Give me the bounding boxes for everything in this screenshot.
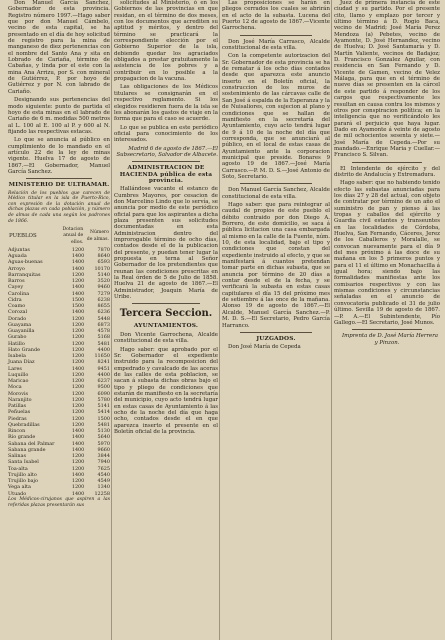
population-cell: 5481	[97, 340, 110, 347]
town-cell: Trujillo bajo	[8, 478, 38, 485]
population-cell: 9500	[97, 384, 110, 391]
column-divider	[331, 0, 332, 640]
salary-cell: 1200	[71, 340, 85, 347]
printer-footer: Imprenta de D. José María Herrera y Pinzon.	[342, 333, 438, 346]
town-cell: Sabana del Palmar	[8, 440, 55, 447]
population-cell: 7625	[97, 465, 110, 472]
casa-subasta-notice: Hago saber: que para reintegrar al caudal de propios de este pueblo el débito contraido por don Diego A. Borrero, de este domicilio, se saca á pública licitacion una casa embargada al mismo en la calle de la Fuente, núm. 10, de esta localidad, bajo el tipo y condiciones que constan del expediente instruido al efecto, y que se manifestará á cuantos pretendan tomar parte en dichas subasta, que se anuncia por término de 20 días a contar desde el de la fecha, y se verificará la subasta en estas casas capitulares el día 15 del próximo mes de setiembre á las once de la mañana. Alonso 19 de agosto de 1867.—El Alcalde, Manuel García Sanchez.—P. M. D. S.—El Secretario, Pedro García Harranco.	[222, 201, 330, 329]
population-cell: 9660	[97, 446, 110, 453]
salary-cell: 1400	[71, 471, 85, 478]
population-cell: 5970	[97, 440, 110, 447]
muros-notice: Con la competente autorizacion del Sr. Gobernador de esta provincia se ha de rematar á los ocho días contados desde que aparezca este anuncio inserto en el Boletín oficial, la construccion de los muros de sostenimiento de las cárcavas calle de San José á espalda de la Esperanza y la de Nuisaliores, con sujecion al plano y condiciones que se hallan de manifiesto en la secretaría del Ayuntamiento, cuyo acto tendrá lugar de 9 á 10 de la noche del día que corresponda, que se anunciará al público, en el local de estas casas de Ayuntamiento ante la corporacion municipal que preside. Bonares 9 agosto 19 de 1867.—José María Carrasco.—P. M. D. S.—José Antonio de Soto, Secretario.	[222, 53, 330, 180]
town-cell: Isabela	[8, 353, 26, 360]
town-cell: Maricao	[8, 378, 29, 385]
salary-cell: 1200	[71, 453, 85, 460]
salary-cell: 1500	[71, 303, 85, 310]
publication-paragraph: Lo que se publica en este periódico oficial para conocimiento de los interesados.	[114, 124, 218, 144]
population-cell: 5448	[97, 315, 110, 322]
estanco-notice: Hallándose vacante el estanco de Cumbres Mayores, por cesacion de don Marcelino Lindo que lo servía, se anuncia por medio de este periódico oficial para que los aspirantes a dicha plaza presenten sus solicitudes documentadas en esta Administracion dentro del improrogable término de ocho días, contados desde el de la publicacion del presente, y puedan tener lugar la propuesta en terna al Señor Gobernador de los pretendientes que reunan las condiciones prescritas en la Real órden de 5 de Julio de 1858. Huelva 21 de agosto de 1867.—El Administrador, Joaquin María de Uribe.	[114, 186, 218, 301]
population-cell: 7940	[97, 459, 110, 466]
population-cell: 4578	[97, 328, 110, 335]
town-cell: Hato Grande	[8, 346, 40, 353]
town-cell: Moca	[8, 384, 22, 391]
population-cell: 8655	[97, 303, 110, 310]
population-cell: 9460	[97, 284, 110, 291]
town-cell: Naranjito	[8, 396, 32, 403]
town-cell: Corozal	[8, 309, 28, 316]
town-cell: Cayey	[8, 284, 24, 291]
salary-cell: 1200	[71, 384, 85, 391]
salary-cell: 1200	[71, 334, 85, 341]
population-cell: 6593	[97, 259, 110, 266]
salary-cell: 1400	[71, 259, 85, 266]
salary-cell: 1500	[71, 296, 85, 303]
suministro-notice: Hago saber: que no habiendo tenido efecto las subastas anunciadas para los días 27 y 28 del actual, con objeto de contratar por término de un año el suministro de pan y pienso á las tropas y caballos del ejército y Guardia civil estantes y transeuntes en las localidades de Córdoba, Huelva, San Fernando, Cáceres, Jerez de los Caballeros y Moralalle, se convocan nuevamente para el día 9 del mes próximo á las doce de su mañana en los 5 primeros puntos y para el 11 el último en Monachacilla á igual hora; siendo bajo las formalidades manifiestas ante los comisarios respectivos y con las mismas condiciones y circunstancias señaladas en el anuncio de convocatoria publicado el 31 de julio último. Sevilla 19 de agosto de 1867.—P. A.—El Subintendente, Pío Gallego.—El Secretario, José Munos.	[334, 180, 440, 326]
town-cell: Barros	[8, 278, 25, 285]
population-cell: 3844	[97, 453, 110, 460]
section-rule	[26, 178, 92, 179]
salary-cell: 1200	[71, 390, 85, 397]
column-2	[114, 0, 218, 640]
town-cell: Arroyo	[8, 265, 25, 272]
salary-cell: 1200	[71, 371, 85, 378]
salary-cell: 1200	[71, 409, 85, 416]
town-cell: Dorado	[8, 315, 27, 322]
hacienda-heading: ADMINISTRACION DE HACIENDA pública de esta provincia.	[119, 165, 213, 184]
alcalde-intro: Don Vicente Garrochena, Alcalde constitucional de esta villa.	[114, 331, 218, 345]
section-rule	[240, 332, 312, 333]
town-cell: Barranquitas	[8, 271, 41, 278]
section-rule	[240, 183, 312, 184]
population-cell: 8241	[97, 359, 110, 366]
proposiciones-paragraph: Las proposiciones se harán en pliegos cerrados los cuales se abrirán en el acto de la subasta. Lucena del Puerto 12 de agosto de 1867.—Vicente Garrochena.	[222, 0, 330, 32]
doctors-table	[8, 226, 110, 497]
population-cell: 4400	[97, 346, 110, 353]
section-rule	[132, 303, 200, 304]
header-pueblos: PUEBLOS	[9, 233, 37, 240]
header-numero: Número de almas.	[86, 230, 109, 242]
salary-cell: 1200	[71, 478, 85, 485]
town-cell: Carolina	[8, 290, 30, 297]
section-rule	[132, 161, 200, 162]
population-cell: 4549	[97, 478, 110, 485]
salary-cell: 1200	[71, 346, 85, 353]
column-3	[222, 0, 330, 640]
salary-cell: 1200	[71, 403, 85, 410]
section-rule	[240, 35, 312, 36]
population-cell: 5130	[97, 428, 110, 435]
ministry-subtitle: Relación de los pueblos que carecen de Médico titular en la isla de Puerto-Rico, con expresión de la dotación anual de dichas plazas en cada población, y número de almas de cada una según los padrones de 1866.	[8, 190, 110, 224]
garcia-intro: Don Manuel García Sanchez, Alcalde constitucional de esta villa.	[222, 187, 330, 200]
town-cell: Patillas	[8, 403, 27, 410]
town-cell: Adjuntas	[8, 246, 30, 253]
population-cell: 5140	[97, 271, 110, 278]
town-cell: Quebradillas	[8, 421, 40, 428]
madrid-signature: Madrid 6 de agosto de 1867.—El Subsecretario, Salvador de Albacete.	[116, 145, 218, 158]
town-cell: Toa-alta	[8, 465, 28, 472]
town-cell: Utuado	[8, 490, 27, 497]
population-cell: 5640	[97, 434, 110, 441]
population-cell: 9451	[97, 365, 110, 372]
carrasco-intro: Don José María Carrasco, Alcalde constitucional de esta villa.	[222, 38, 330, 52]
column-1	[8, 0, 110, 640]
town-cell: Lares	[8, 365, 22, 372]
salary-cell: 1200	[71, 315, 85, 322]
town-cell: Cidra	[8, 296, 22, 303]
salary-cell: 1200	[71, 465, 85, 472]
cepeda-intro: Don José María de Cepeda	[228, 344, 301, 351]
salary-cell: 1400	[71, 290, 85, 297]
column-4	[334, 0, 440, 640]
section-rule	[352, 329, 422, 330]
salary-cell: 1400	[71, 446, 85, 453]
obligations-paragraph: Las obligaciones de los Médicos titulares se consignarán en el respectivo reglamento. Si los elegidos residieren fuera de la isla se les abonarán los gastos de viaje en la forma que para el caso se acuerde.	[114, 84, 218, 123]
town-cell: Hatillo	[8, 340, 25, 347]
town-cell: Aguas-buenas	[8, 259, 43, 266]
salary-cell: 1400	[71, 490, 85, 497]
table-body	[8, 247, 110, 497]
population-cell: 6236	[97, 309, 110, 316]
town-cell: Morovis	[8, 390, 29, 397]
town-cell: Santa Isabel	[8, 459, 39, 466]
population-cell: 11650	[94, 353, 110, 360]
column-divider	[219, 0, 220, 640]
town-cell: Sabana grande	[8, 446, 46, 453]
population-cell: 4400	[97, 371, 110, 378]
salary-cell: 1200	[71, 359, 85, 366]
town-cell: Aguada	[8, 253, 27, 260]
population-cell: 4540	[97, 471, 110, 478]
juzgados-heading: JUZGADOS.	[256, 335, 296, 342]
salary-cell: 1400	[71, 265, 85, 272]
population-cell: 12258	[94, 490, 110, 497]
town-cell: Guayama	[8, 321, 32, 328]
population-cell: 10170	[94, 265, 110, 272]
salary-cell: 1400	[71, 440, 85, 447]
salary-cell: 1200	[71, 421, 85, 428]
salary-cell: 1400	[71, 284, 85, 291]
mining-notice-intro: Don Manuel García Sanchez, Gobernador de esta provincia. Registro número 1997.—Hago saber que por don Manuel Cámbelo, vecino de esta capital, se ha presentado en el día de hoy solicitud de registro para la mina de manganeso de diez pertenencias con el nombre del Santo Ana y sita en Lobrado de Cariaña, término de Cabañas, y linda por el este con la mina Ana Arrizu, por S. con mineral de Gutiérrez, P. por hoyo de Gutiérrez y por N. con labrado de Cariaño.	[8, 0, 110, 95]
salary-cell: 1200	[71, 396, 85, 403]
salary-cell: 1400	[71, 365, 85, 372]
intendente-intro: El Intendente de ejército y del distrito de Andalucía y Extremadura.	[334, 165, 440, 178]
population-cell: 7870	[97, 246, 110, 253]
column-divider	[111, 0, 112, 640]
town-cell: Rincon	[8, 428, 26, 435]
salary-cell: 1400	[71, 253, 85, 260]
town-cell: Gurabo	[8, 334, 27, 341]
section-rule	[352, 162, 422, 163]
salary-cell: 1200	[71, 328, 85, 335]
town-cell: Piedras	[8, 415, 27, 422]
salary-cell: 1200	[71, 415, 85, 422]
population-cell: 1340	[97, 484, 110, 491]
population-cell: 5414	[97, 409, 110, 416]
population-cell: 6090	[97, 390, 110, 397]
town-cell: Trujillo alto	[8, 471, 37, 478]
town-cell: Río grande	[8, 434, 36, 441]
population-cell: 5481	[97, 421, 110, 428]
population-cell: 5168	[97, 334, 110, 341]
population-cell: 5780	[97, 396, 110, 403]
subasta-notice: Hago saber: que aprobado por el Sr. Gobernador el expediente instruido para la recomposicion del empedrado y cavalcado de las aceras de las calles de esta poblacion, se sacan á subasta dichas obras bajo el tipo y pliego de condiciones que estarán de manifiesto en la secretaría del municipio, cuyo acto tendrá lugar en estas casas de Ayuntamiento á las ocho de la noche del día que haga ocho, contados desde el en que aparezca inserto el presente en el Boletín oficial de la provincia.	[114, 346, 218, 435]
population-cell: 6873	[97, 321, 110, 328]
town-cell: Guayanilla	[8, 328, 35, 335]
town-cell: Salinas	[8, 453, 26, 460]
town-cell: Vega alta	[8, 484, 31, 491]
salary-cell: 1200	[71, 246, 85, 253]
salary-cell: 1200	[71, 459, 85, 466]
emplazamiento-notice: Juez de primera instancia de este ciudad y su partido. Por el presente cito, llamo y emplazo por tercer y último término á D. Rogio Baca, vecino de Madrid; José María Perez Mendoza (a) Pebetes, vecino de Ayamonte, D. José Hernandez, vecino de Huelva; D. José Santamaría y D. Martín Valiente, vecinos de Badajoz; D. Francisco Gonzalez Aguilar, con residencia en San Fernando y D. Vicente de Gamen, vecino de Velez Málaga, para que en el término de nueve días se presenten en la cárcel de este partido á responder de los cargos que respectivamente les resultan en causa contra los mismos y otros por conspiracion política; en la inteligencia que no verificándolo les parará el perjuicio que haya lugar. Dado en Ayamonte á veinte de agosto de mil ochocientos sesenta y siete.—José María de Cepeda.—Por su mandado.—Enrique Maria y Cuellar.—Francisco S. Silvan.	[334, 0, 440, 159]
population-cell: 8640	[97, 253, 110, 260]
population-cell: 6238	[97, 296, 110, 303]
salary-cell: 1200	[71, 378, 85, 385]
population-cell: 1500	[97, 415, 110, 422]
header-dotacion: Dotacion anual de ellos.	[62, 227, 84, 245]
salary-cell: 1400	[71, 434, 85, 441]
town-cell: Coamo	[8, 303, 26, 310]
applications-paragraph: solicitudes al Ministerio, ó en los Gobiernos de las provincias en que residan, en el término de dos meses, con los documentos que acrediten su aptitud y méritos, y dentro del término se practicará la correspondiente elección por el Gobierno Superior de la isla, debiendo quedar los agraciados obligados a prestar gratuitamente la asistencia de los pobres y a contribuir en lo posible a la propagacion de la vacuna.	[114, 0, 218, 83]
salary-cell: 1400	[71, 309, 85, 316]
town-cell: Juana Díaz	[8, 359, 35, 366]
town-cell: Peñuelas	[8, 409, 31, 416]
tercera-seccion-title: Tercera Seccion.	[119, 308, 213, 320]
ayuntamientos-heading: AYUNTAMIENTOS.	[133, 323, 199, 330]
salary-cell: 1200	[71, 278, 85, 285]
population-cell: 3520	[97, 278, 110, 285]
ministry-heading: MINISTERIO DE ULTRAMAR.	[8, 182, 110, 189]
salary-cell: 1200	[71, 271, 85, 278]
mining-notice-closing: Lo que se anuncia al público en cumplimiento de lo mandado en el artículo 22 de la ley de minas vigente. Huelva 17 de agosto de 1867.—El Gobernador, Manuel García Sanchez.	[8, 137, 110, 175]
town-cell: Luquillo	[8, 371, 29, 378]
population-cell: 7279	[97, 290, 110, 297]
salary-cell: 1200	[71, 484, 85, 491]
salary-cell: 1400	[71, 428, 85, 435]
mining-notice-boundaries: Designando sus pertenencias del modo siguiente: punto de partida el hoyo de esta minas en el labrado de Cariaño de 6 m. medidas 500 metros al L. 100 al E. 100 al P. y 600 al N. fijando las respectivas estacas.	[8, 97, 110, 135]
table-note: Los Médicos-cirujanos que aspiren a las referidas plazas presentarán sus	[8, 496, 110, 508]
population-cell: 5141	[97, 403, 110, 410]
salary-cell: 1200	[71, 321, 85, 328]
salary-cell: 1200	[71, 353, 85, 360]
population-cell: 6237	[97, 378, 110, 385]
